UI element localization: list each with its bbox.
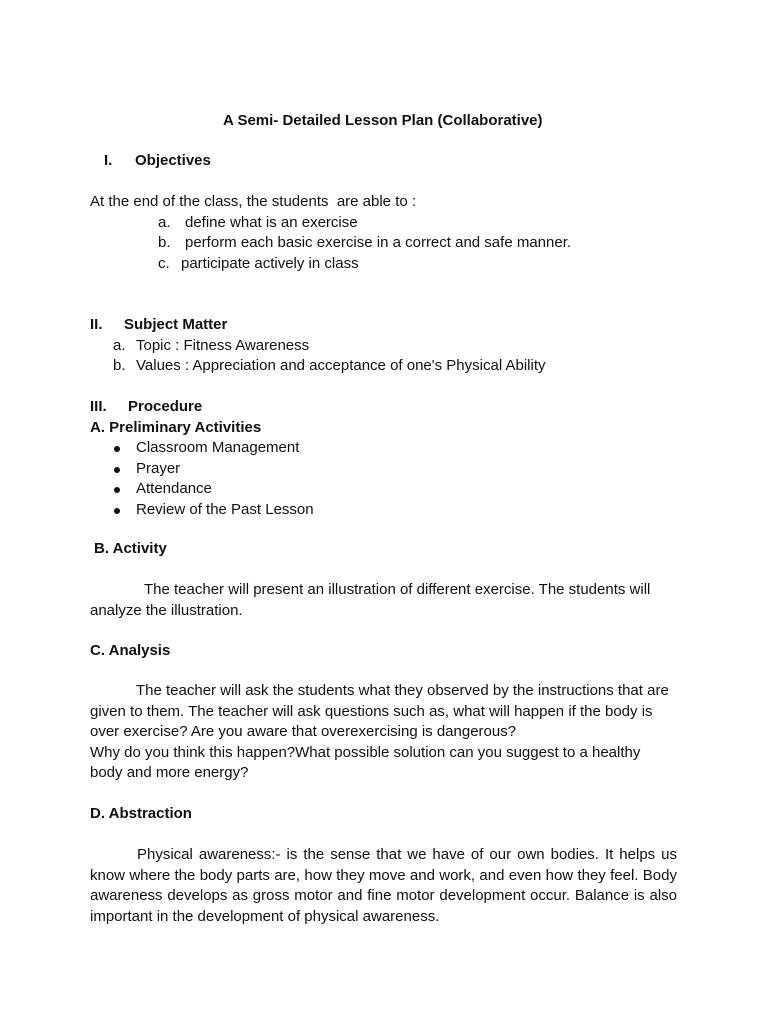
bullet-icon — [114, 446, 120, 452]
bullet-item-3: Attendance — [136, 480, 212, 497]
objective-text-a: define what is an exercise — [185, 214, 358, 231]
objective-text-b: perform each basic exercise in a correct and safe manner. — [185, 234, 572, 251]
section-1-numeral: I. — [104, 152, 113, 169]
activity-paragraph-line-1: The teacher will present an illustration of different exercise. The students will — [144, 581, 651, 598]
bullet-item-1: Classroom Management — [136, 439, 300, 456]
analysis-line-3: over exercise? Are you aware that overexercising is dangerous? — [90, 723, 517, 740]
bullet-icon — [114, 467, 120, 473]
bullet-item-2: Prayer — [136, 460, 181, 477]
preliminary-activities-heading: A. Preliminary Activities — [90, 419, 262, 436]
bullet-item-4: Review of the Past Lesson — [136, 501, 314, 518]
subject-marker-a: a. — [113, 337, 126, 354]
objectives-intro: At the end of the class, the students are able to : — [90, 193, 417, 210]
abstraction-heading: D. Abstraction — [90, 805, 192, 822]
section-3-numeral: III. — [90, 398, 107, 415]
subject-text-b: Values : Appreciation and acceptance of one's Physical Ability — [136, 357, 546, 374]
abstraction-paragraph: Physical awareness:- is the sense that we have of our own bodies. It helps us know where the body parts are, how they move and work, and even how they feel. Body awareness develops as gross motor and fine motor development occur. Balance is also important in the development of physical awareness. — [90, 846, 677, 925]
objective-marker-b: b. — [158, 234, 171, 251]
section-2-heading: Subject Matter — [124, 316, 228, 333]
section-2-numeral: II. — [90, 316, 103, 333]
bullet-icon — [114, 508, 120, 514]
document-title: A Semi- Detailed Lesson Plan (Collaborative) — [223, 112, 543, 129]
section-3-heading: Procedure — [128, 398, 203, 415]
analysis-line-1: The teacher will ask the students what they observed by the instructions that are — [136, 682, 669, 699]
subject-text-a: Topic : Fitness Awareness — [136, 337, 310, 354]
analysis-line-4: Why do you think this happen?What possible solution can you suggest to a healthy — [90, 744, 641, 761]
analysis-line-2: given to them. The teacher will ask questions such as, what will happen if the body is — [90, 703, 653, 720]
section-1-heading: Objectives — [135, 152, 211, 169]
objective-text-c: participate actively in class — [181, 255, 359, 272]
bullet-icon — [114, 487, 120, 493]
analysis-heading: C. Analysis — [90, 642, 171, 659]
objective-marker-c: c. — [158, 255, 170, 272]
subject-marker-b: b. — [113, 357, 126, 374]
activity-paragraph-line-2: analyze the illustration. — [90, 602, 243, 619]
activity-heading: B. Activity — [94, 540, 167, 557]
analysis-line-5: body and more energy? — [90, 764, 249, 781]
objective-marker-a: a. — [158, 214, 171, 231]
